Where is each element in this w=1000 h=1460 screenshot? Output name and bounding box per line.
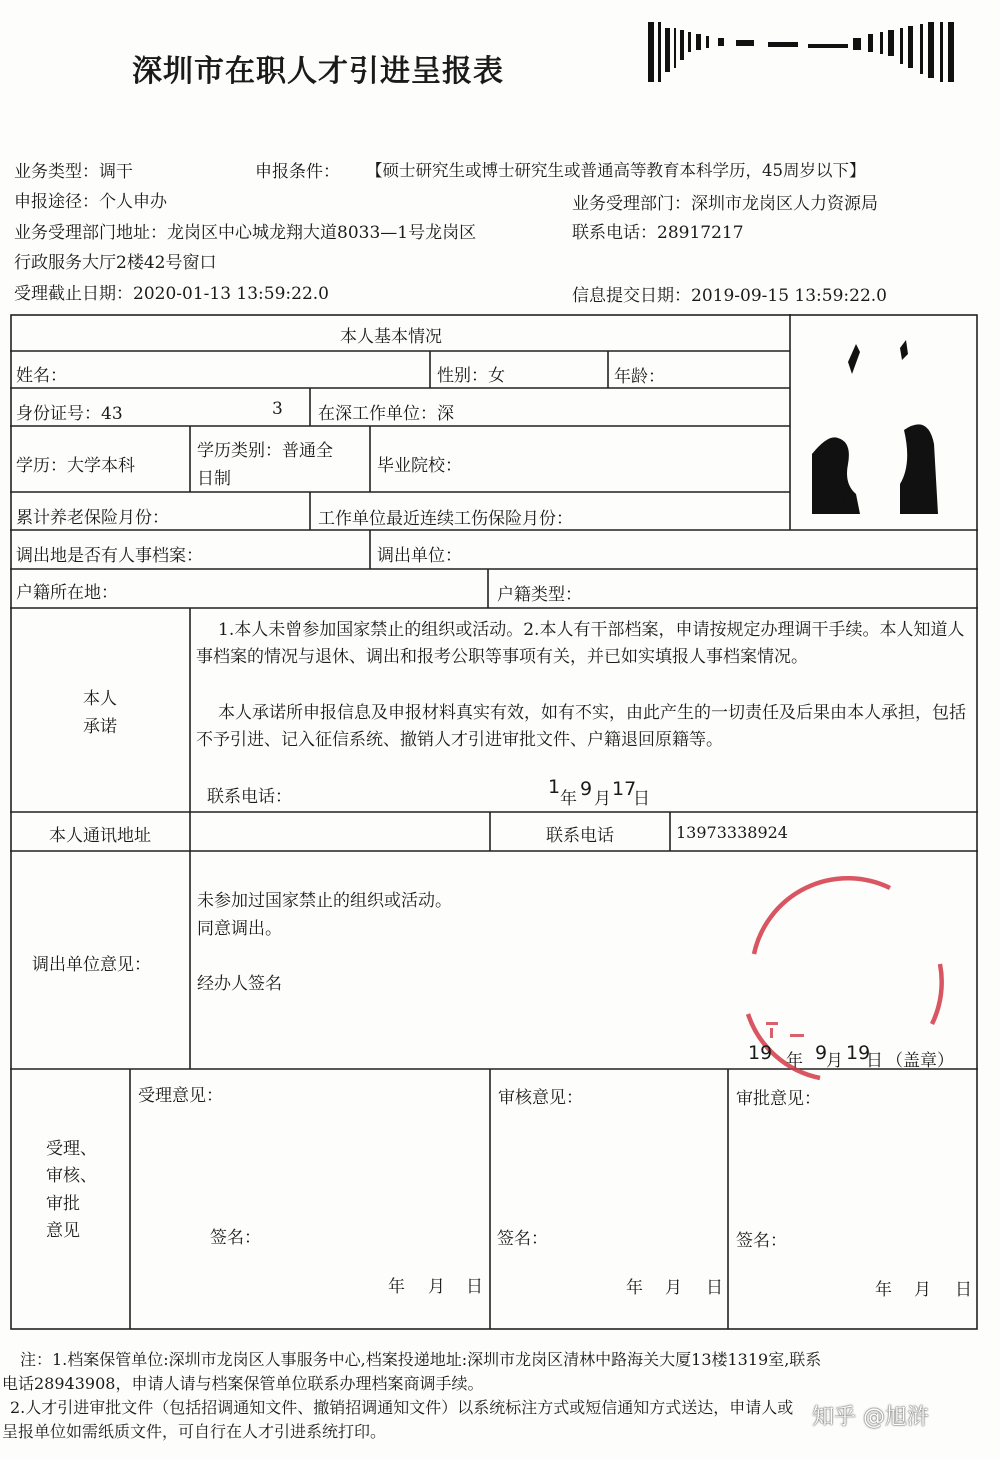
note-line3: 2.人才引进审批文件（包括招调通知文件、撤销招调通知文件）以系统标注方式或短信通知方式送达，申请人或: [10, 1398, 794, 1417]
handler-signature-label: 经办人签名: [197, 974, 282, 994]
opinion-line2: 同意调出。: [197, 919, 282, 939]
out-unit-label: 调出单位：: [377, 546, 462, 566]
acceptance-date-day: 日: [466, 1277, 483, 1297]
hukou-type-label: 户籍类型：: [497, 585, 582, 605]
acceptance-signature-label: 签名：: [210, 1228, 261, 1248]
seal-hand-year: 19: [748, 1042, 773, 1064]
address-label: 本人通讯地址: [49, 826, 151, 846]
department-address-line1: 业务受理部门地址：龙岗区中心城龙翔大道8033—1号龙岗区: [14, 223, 477, 243]
handling-department: 业务受理部门：深圳市龙岗区人力资源局: [572, 194, 878, 214]
applicant-photo: [808, 334, 964, 520]
work-unit-field: 在深工作单位：深: [318, 404, 454, 424]
opinion-line1: 未参加过国家禁止的组织或活动。: [197, 891, 452, 911]
promise-label-line2: 承诺: [83, 717, 117, 737]
approval-date-day: 日: [955, 1280, 972, 1300]
seal-date-year: 年: [786, 1051, 803, 1071]
approval-date-month: 月: [914, 1280, 931, 1300]
note-line2: 电话28943908，申请人请与档案保管单位联系办理档案商调手续。: [2, 1374, 484, 1393]
approval-date-year: 年: [875, 1280, 892, 1300]
seal-date-month: 月: [826, 1051, 843, 1071]
promise-date-hand-prefix: 1: [548, 776, 561, 798]
education-category-line2: 日制: [197, 469, 231, 489]
injury-insurance-label: 工作单位最近连续工伤保险月份：: [318, 509, 573, 529]
contact-phone-value: 13973338924: [676, 823, 788, 842]
watermark: 知乎 @旭浒: [812, 1405, 929, 1430]
department-address-line2: 行政服务大厅2楼42号窗口: [14, 253, 217, 273]
review-date-month: 月: [665, 1278, 682, 1298]
promise-date-month: 月: [594, 789, 611, 809]
contact-phone-label: 联系电话: [546, 826, 614, 846]
graduated-school-label: 毕业院校：: [377, 456, 462, 476]
approval-signature-label: 签名：: [736, 1231, 787, 1251]
name-label: 姓名：: [16, 366, 67, 386]
business-type: 业务类型：调干: [14, 162, 133, 182]
apply-channel: 申报途径：个人申办: [14, 192, 167, 212]
acceptance-date-year: 年: [388, 1277, 405, 1297]
promise-paragraph-1: 1.本人未曾参加国家禁止的组织或活动。2.本人有干部档案，申请按规定办理调干手续。本人知道人事档案的情况与退休、调出和报考公职等事项有关，并已如实填报人事档案情况。: [196, 620, 965, 667]
submission-date: 信息提交日期：2019-09-15 13:59:22.0: [572, 286, 887, 306]
promise-phone-label: 联系电话：: [207, 787, 292, 807]
department-phone: 联系电话：28917217: [572, 223, 744, 243]
barcode-image: [648, 20, 960, 86]
seal-note: （盖章）: [886, 1051, 954, 1071]
education-category-line1: 学历类别：普通全: [197, 441, 333, 461]
approval-label-line4: 意见: [46, 1221, 80, 1241]
promise-date-hand-month: 9: [580, 778, 593, 800]
approval-label-line3: 审批: [46, 1194, 80, 1214]
acceptance-opinion-label: 受理意见：: [138, 1086, 223, 1106]
review-opinion-label: 审核意见：: [498, 1088, 583, 1108]
id-number-field: 身份证号：43: [16, 404, 123, 424]
review-date-day: 日: [706, 1278, 723, 1298]
archive-label: 调出地是否有人事档案：: [16, 546, 203, 566]
approval-opinion-label: 审批意见：: [736, 1089, 821, 1109]
seal-date-day: 日: [866, 1051, 883, 1071]
gender-field: 性别：女: [437, 366, 505, 386]
note-line4: 呈报单位如需纸质文件，可自行在人才引进系统打印。: [2, 1422, 387, 1441]
id-number-tail: 3: [272, 399, 283, 419]
apply-condition-label: 申报条件：: [255, 162, 340, 182]
form-title: 深圳市在职人才引进呈报表: [132, 54, 504, 89]
education-field: 学历：大学本科: [16, 456, 135, 476]
pension-months-label: 累计养老保险月份：: [16, 508, 169, 528]
approval-label-line2: 审核、: [46, 1166, 97, 1186]
review-signature-label: 签名：: [497, 1229, 548, 1249]
review-date-year: 年: [626, 1278, 643, 1298]
out-unit-opinion-label: 调出单位意见：: [32, 955, 151, 975]
section-basic-info: 本人基本情况: [340, 327, 442, 347]
promise-date-day: 日: [633, 789, 650, 809]
hukou-place-label: 户籍所在地：: [16, 583, 118, 603]
note-line1: 注：1.档案保管单位:深圳市龙岗区人事服务中心,档案投递地址:深圳市龙岗区清林中路海关大厦13楼1319室,联系: [20, 1350, 822, 1369]
promise-date-hand-day: 17: [612, 778, 637, 800]
seal-hand-month: 9: [815, 1042, 828, 1064]
apply-condition-value: 【硕士研究生或博士研究生或普通高等教育本科学历，45周岁以下】: [366, 161, 866, 180]
promise-date-year: 年: [560, 789, 577, 809]
promise-label-line1: 本人: [83, 689, 117, 709]
age-label: 年龄：: [614, 367, 665, 387]
promise-paragraph-2: 本人承诺所申报信息及申报材料真实有效，如有不实，由此产生的一切责任及后果由本人承担，包括不予引进、记入征信系统、撤销人才引进审批文件、户籍退回原籍等。: [196, 703, 966, 750]
seal-hand-day: 19: [846, 1042, 871, 1064]
acceptance-date-month: 月: [428, 1277, 445, 1297]
acceptance-deadline: 受理截止日期：2020-01-13 13:59:22.0: [14, 284, 329, 304]
approval-label-line1: 受理、: [46, 1139, 97, 1159]
